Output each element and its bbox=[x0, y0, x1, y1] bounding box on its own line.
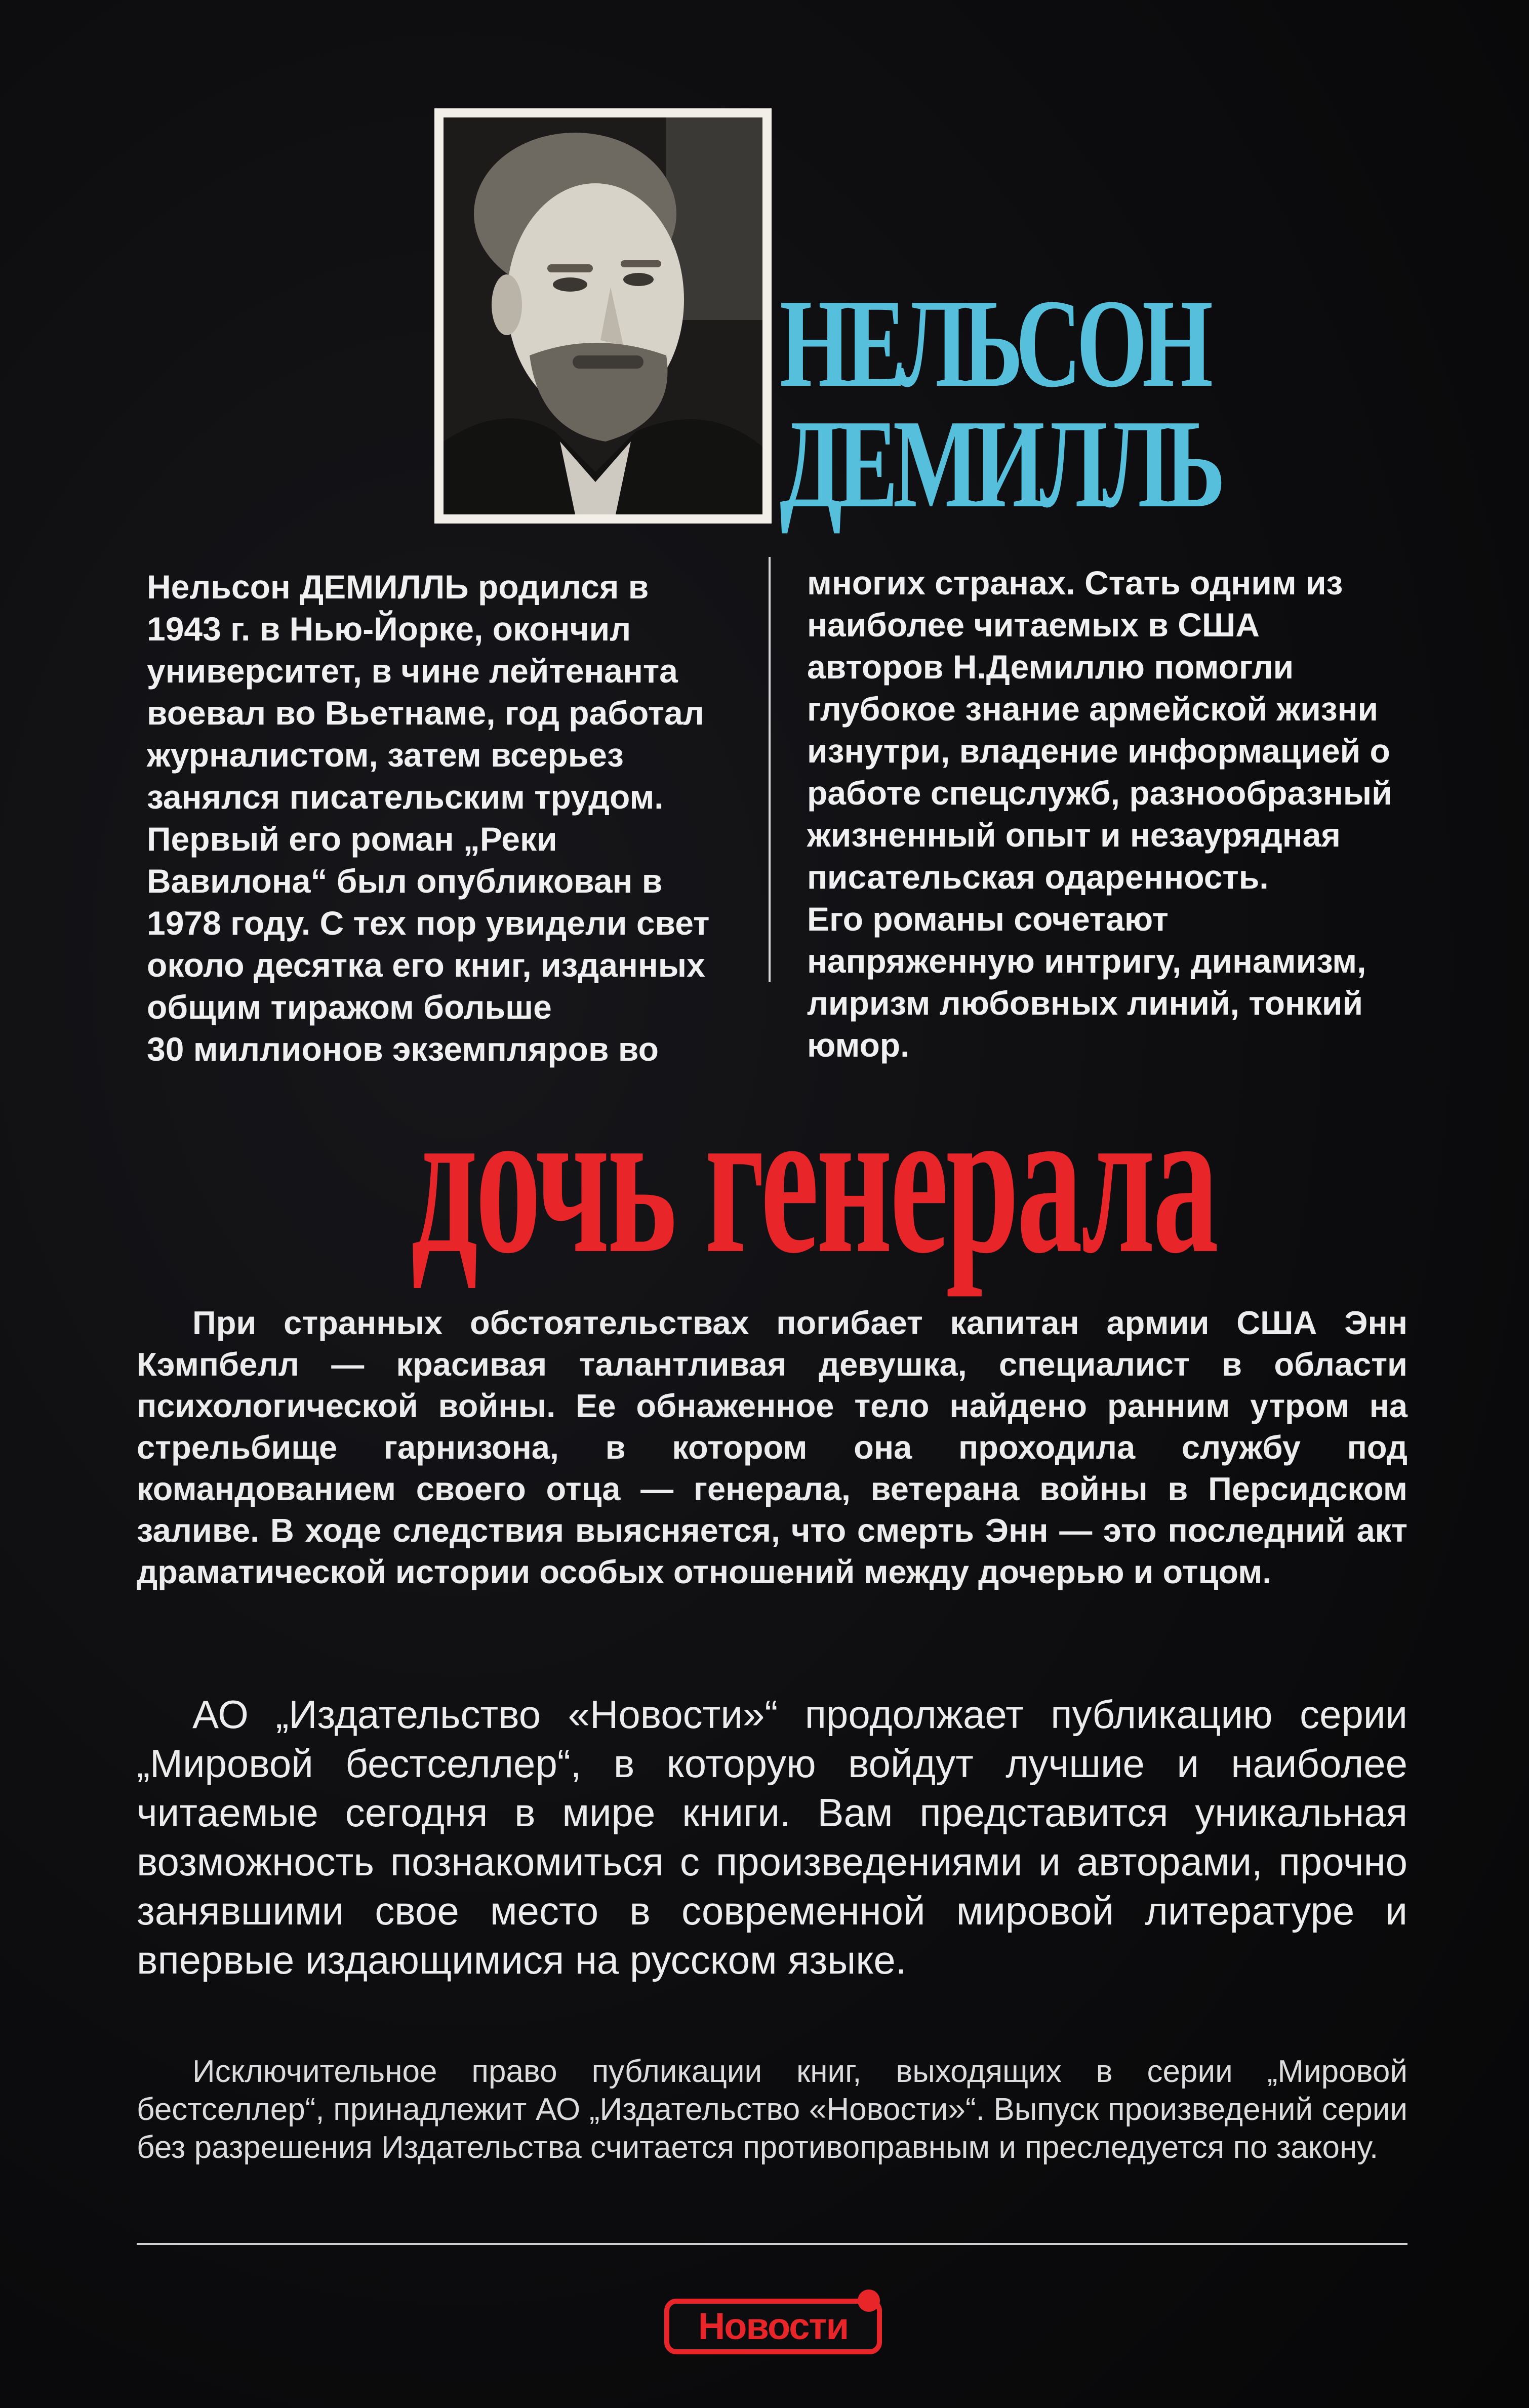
portrait-illustration bbox=[444, 117, 762, 514]
book-synopsis: При странных обстоятельствах погибает капитан армии США Энн Кэмпбелл — красивая талантливая девушка, специалист в области психологической войны. Ее обнаженное тело найдено ранним утром на стрельбище гарнизона, в котором она проходила службу под командованием своего отца — генерала, ветерана войны в Персидском заливе. В ходе следствия выясняется, что смерть Энн — это последний акт драматической истории особых отношений между дочерью и отцом. bbox=[137, 1304, 1407, 1590]
publisher-logo-text: Новости bbox=[698, 2305, 849, 2347]
book-title: дочь генерала bbox=[411, 1062, 1216, 1297]
publisher-logo bbox=[664, 2299, 882, 2354]
author-bio-right-column: многих странах. Стать одним из наиболее читаемых в США авторов Н.Демиллю помогли глубокое знание армейской жизни изнутри, владение информацией о работе спецслужб, разнообразный жизненный опыт и незаурядная писательская одаренность. Его романы сочетают напряженную интригу, динамизм, лиризм любовных линий, тонкий юмор. bbox=[807, 564, 1392, 1064]
logo-dot-icon bbox=[858, 2290, 880, 2312]
bottom-divider bbox=[137, 2243, 1407, 2245]
series-description: АО „Издательство «Новости»“ продолжает публикацию серии „Мировой бестселлер“, в которую войдут лучшие и наиболее читаемые сегодня в мире книги. Вам представится уникальная возможность познакомиться с произведениями и авторами, прочно занявшими свое место в современной мировой литературе и впервые издающимися на русском языке. bbox=[137, 1692, 1407, 1982]
author-portrait-image bbox=[444, 117, 762, 514]
author-name bbox=[780, 273, 1221, 547]
author-bio-left-column: Нельсон ДЕМИЛЛЬ родился в 1943 г. в Нью-Йорке, окончил университет, в чине лейтенанта воевал во Вьетнаме, год работал журналистом, затем всерьез занялся писательским трудом. Первый его роман „Реки Вавилона“ был опубликован в 1978 году. С тех пор увидели свет около десятка его книг, изданных общим тиражом больше 30 миллионов экземпляров во bbox=[147, 568, 710, 1068]
author-last-name: ДЕМИЛЛЬ bbox=[780, 394, 1221, 534]
author-first-name: НЕЛЬСОН bbox=[780, 273, 1208, 414]
author-photo bbox=[434, 108, 772, 524]
column-divider bbox=[769, 557, 771, 982]
copyright-notice: Исключительное право публикации книг, выходящих в серии „Мировой бестселлер“, принадлежит АО „Издательство «Новости»“. Выпуск произведений серии без разрешения Издательства считается противоправным и преследуется по закону. bbox=[137, 2054, 1407, 2165]
